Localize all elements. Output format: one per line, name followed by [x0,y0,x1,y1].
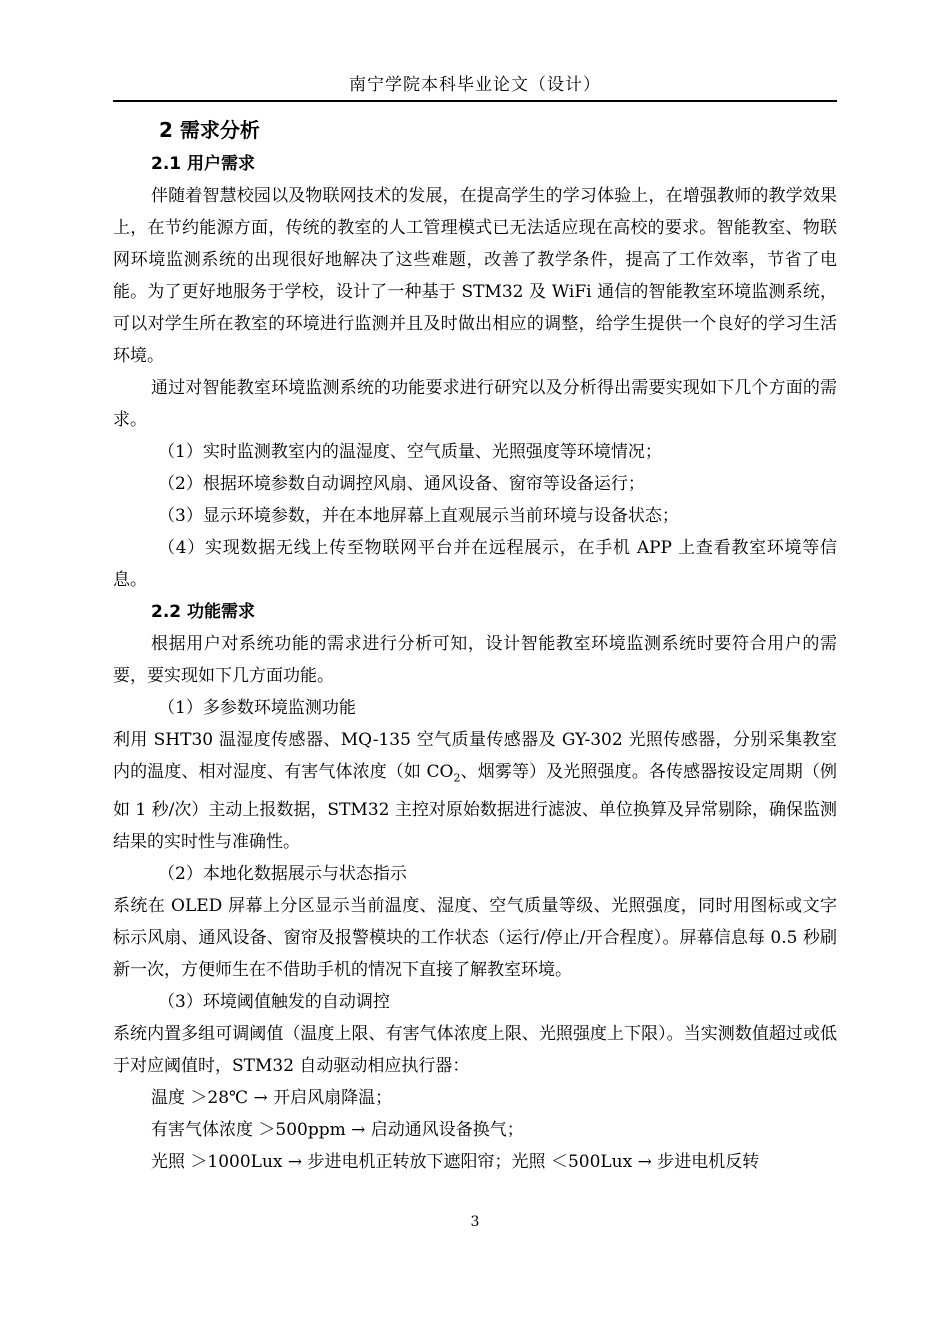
paragraph: 通过对智能教室环境监测系统的功能要求进行研究以及分析得出需要实现如下几个方面的需求。 [113,378,837,430]
subsection-title-user-requirements: 2.1 用户需求 [151,154,256,174]
page-number: 3 [470,1214,480,1230]
list-item: （4）实现数据无线上传至物联网平台并在远程展示，在手机 APP 上查看教室环境等信息。 [113,538,837,590]
paragraph: 系统在 OLED 屏幕上分区显示当前温度、湿度、空气质量等级、光照强度，同时用图标或文字标示风扇、通风设备、窗帘及报警模块的工作状态（运行/停止/开合程度）。屏幕信息每 0.5 秒刷新一次，方便师生在不借助手机的情况下直接了解教室环境。 [113,896,837,981]
paragraph: 根据用户对系统功能的需求进行分析可知，设计智能教室环境监测系统时要符合用户的需要，要实现如下几方面功能。 [113,634,837,686]
rule-line: 光照 ＞1000Lux → 步进电机正转放下遮阳帘；光照 ＜500Lux → 步进电机反转 [151,1152,760,1173]
list-item: （3）显示环境参数，并在本地屏幕上直观展示当前环境与设备状态； [158,506,679,526]
rule-line: 有害气体浓度 ＞500ppm → 启动通风设备换气； [151,1120,524,1141]
rule-line: 温度 ＞28℃ → 开启风扇降温； [151,1088,393,1109]
page-header: 南宁学院本科毕业论文（设计） [349,75,601,95]
function-title: （3）环境阈值触发的自动调控 [158,992,390,1013]
function-title: （1）多参数环境监测功能 [158,698,356,718]
list-item: （2）根据环境参数自动调控风扇、通风设备、窗帘等设备运行； [158,474,645,494]
paragraph: 伴随着智慧校园以及物联网技术的发展，在提高学生的学习体验上，在增强教师的教学效果上，在节约能源方面，传统的教室的人工管理模式已无法适应现在高校的要求。智能教室、物联网环境监测系统的出现很好地解决了这些难题，改善了教学条件，提高了工作效率，节省了电能。为了更好地服务于学校，设计了一种基于 STM32 及 WiFi 通信的智能教室环境监测系统，可以对学生所在教室的环境进行监测并且及时做出相应的调整，给学生提供一个良好的学习生活环境。 [113,186,837,366]
subsection-title-functional-requirements: 2.2 功能需求 [151,602,256,622]
list-item: （1）实时监测教室内的温湿度、空气质量、光照强度等环境情况； [158,442,662,462]
section-title: 2 需求分析 [159,118,260,142]
subscript: 2 [453,771,461,785]
paragraph: 系统内置多组可调阈值（温度上限、有害气体浓度上限、光照强度上下限）。当实测数值超过或低于对应阈值时，STM32 自动驱动相应执行器： [113,1024,837,1077]
text-run: 、烟雾等）及光照强度。各传感器按设定周期（例如 1 秒/次）主动上报数据，STM32 主控对原始数据进行滤波、单位换算及异常剔除，确保监测结果的实时性与准确性。 [113,762,837,853]
document-body [113,112,837,1178]
function-title: （2）本地化数据展示与状态指示 [158,864,407,885]
paragraph [113,724,837,858]
text-run: 利用 SHT30 温湿度传感器、MQ-135 空气质量传感器及 GY-302 光照传感器，分别采集教室内的温度、相对湿度、有害气体浓度（如 CO [113,730,837,782]
header-divider [113,100,837,102]
